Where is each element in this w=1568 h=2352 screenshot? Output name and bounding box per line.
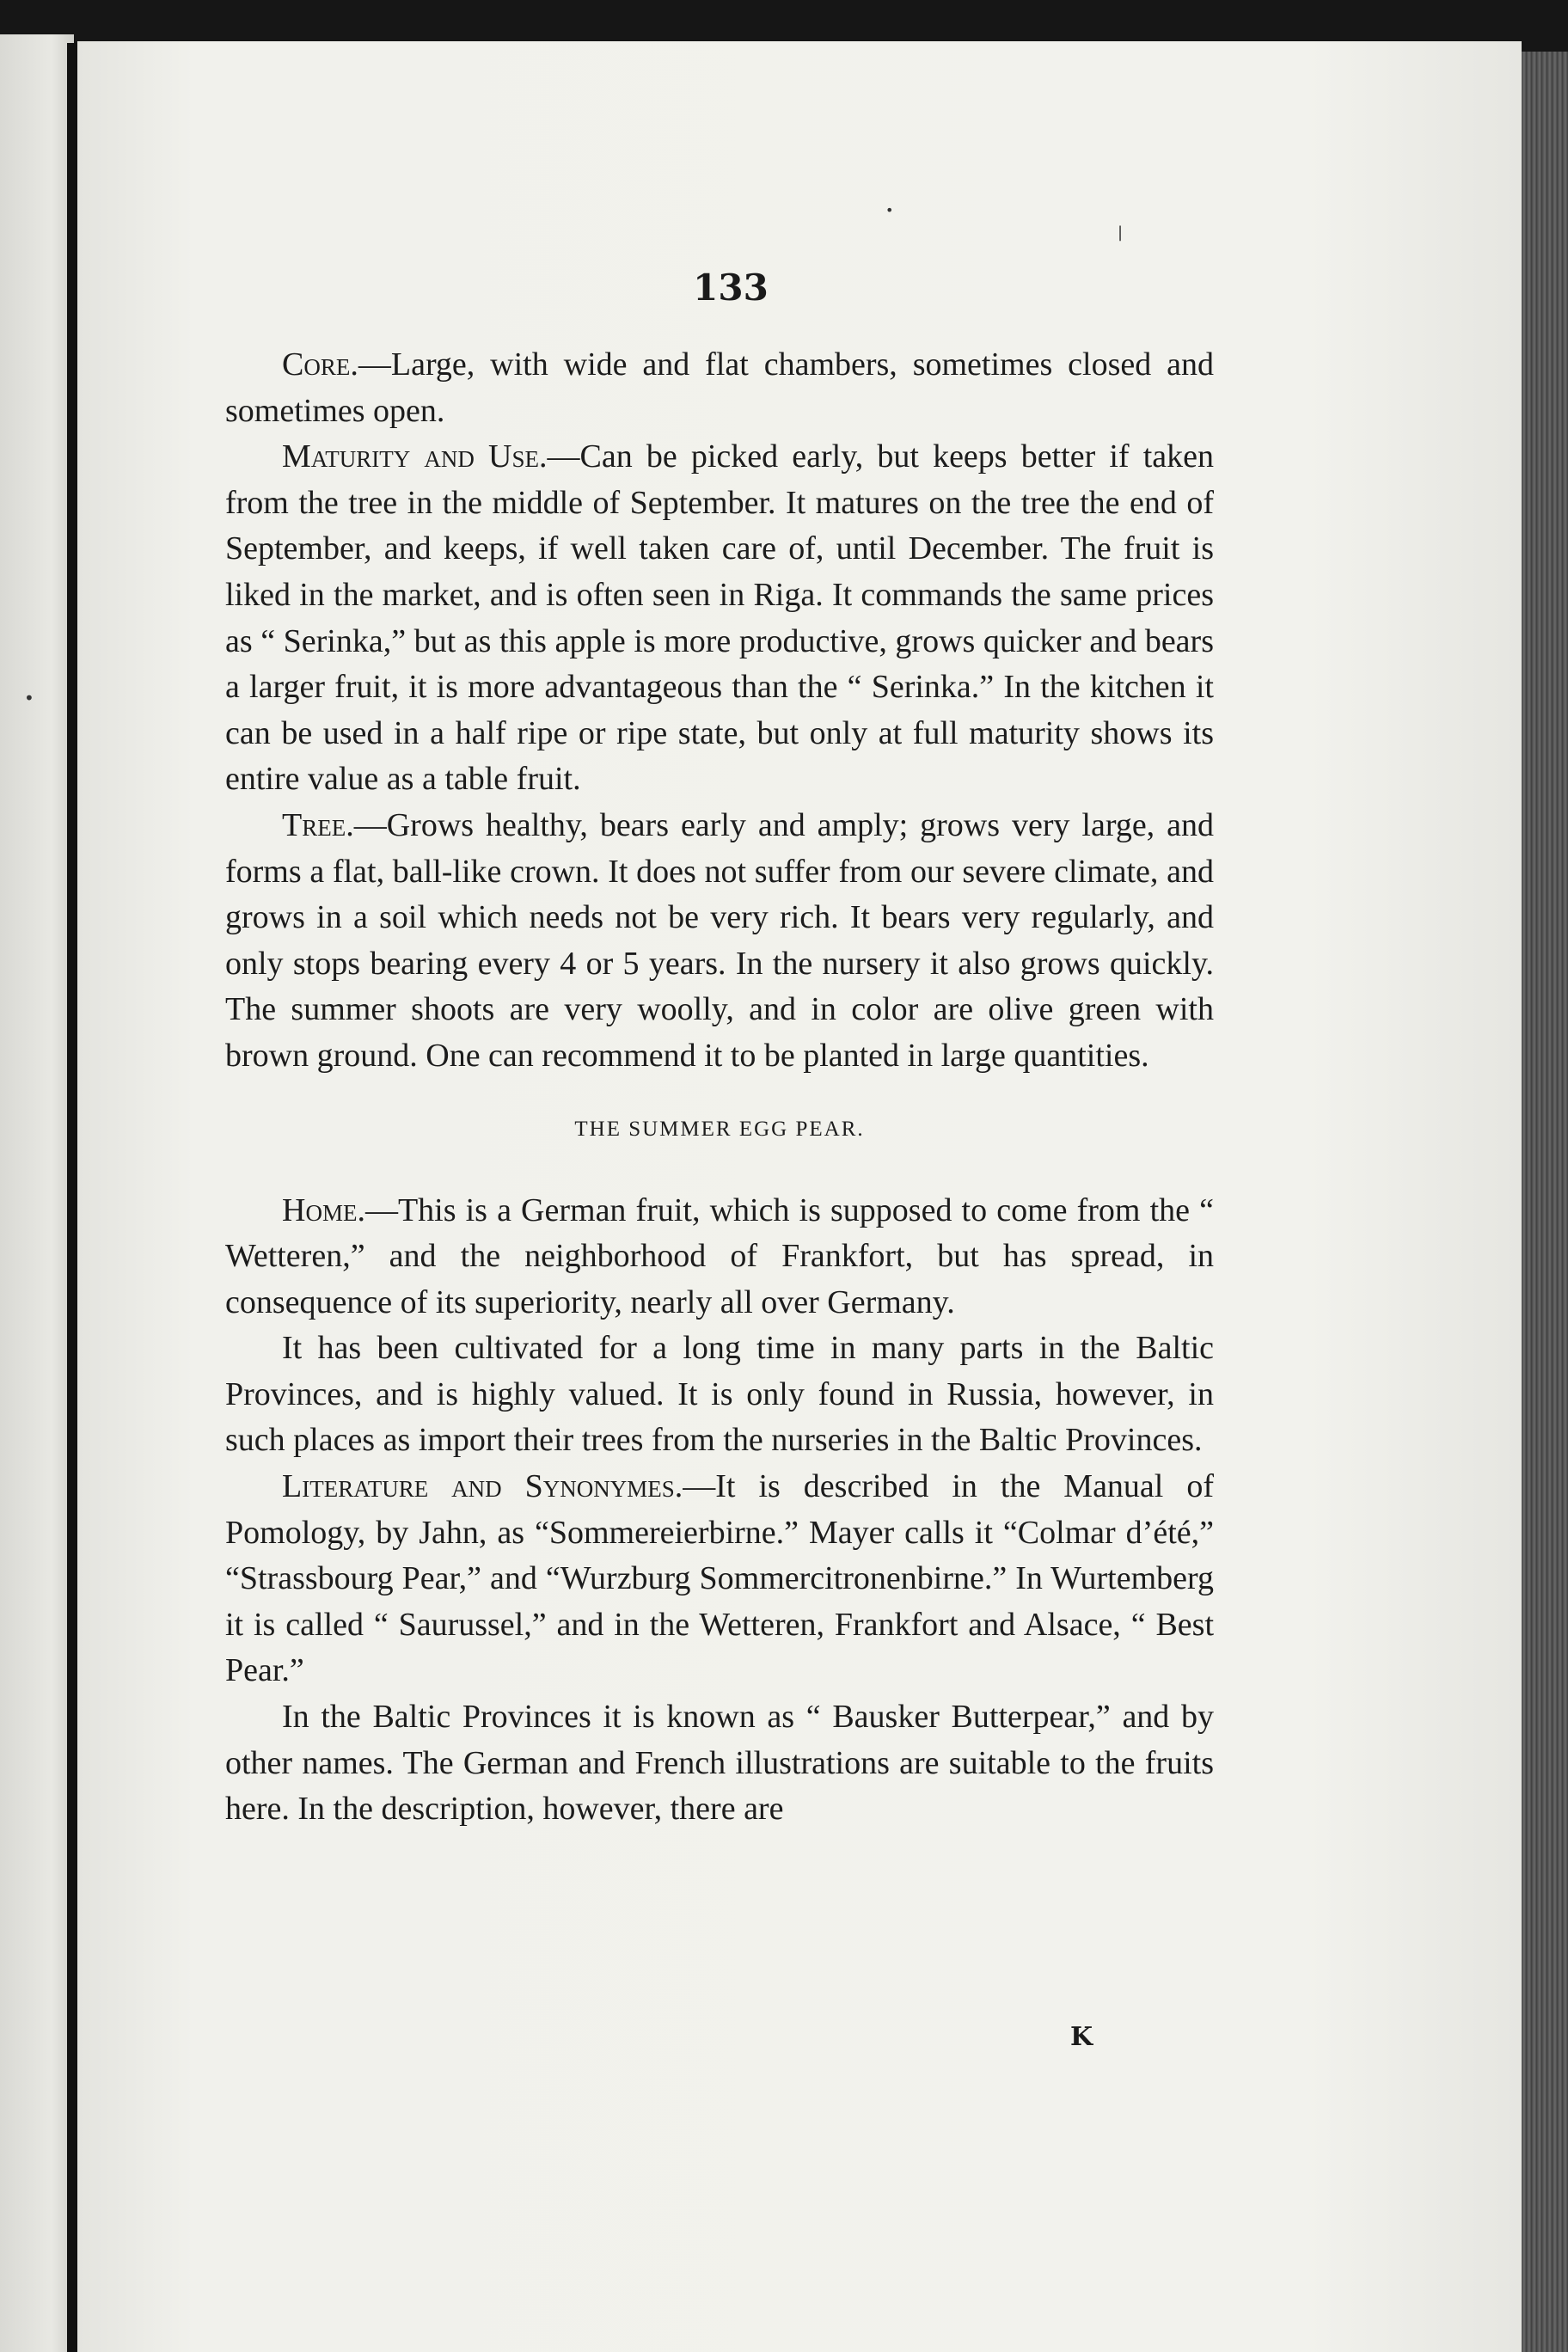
paragraph-home [225,1188,1214,1326]
paragraph-literature [225,1464,1214,1694]
paragraph-text: It has been cultivated for a long time in many parts in the Baltic Provinces, and is highly valued. It is only found in Russia, however, in such places as import their trees from the nurseries in the Baltic Provinces. [225,1330,1214,1459]
page-body [225,342,1214,1833]
section-title: THE SUMMER EGG PEAR. [574,1117,865,1141]
paragraph-text: —This is a German fruit, which is supposed to come from the “ Wetteren,” and the neighborhood of Frankfort, but has spread, in consequence of its superiority, nearly all over Germany. [225,1191,1214,1320]
paragraph-text: —Can be picked early, but keeps better if taken from the tree in the middle of September. It matures on the tree the end of September, and keeps, if well taken care of, until December. The fruit is liked in the market, and is often seen in Riga. It commands the same prices as “ Serinka,” but as this apple is more productive, grows quicker and bears a larger fruit, it is more advantageous than the “ Serinka.” In the kitchen it can be used in a half ripe or ripe state, but only at full maturity shows its entire value as a table fruit. [225,438,1214,798]
paragraph-lead: Core. [282,346,358,383]
paragraph-core [225,342,1214,434]
paragraph-cultivation [225,1326,1214,1464]
margin-tick: | [1118,224,1124,242]
page-stack-edge [1522,52,1568,2352]
margin-speck: • [885,202,894,218]
paragraph-maturity [225,434,1214,803]
paragraph-text: —Large, with wide and flat chambers, sometimes closed and sometimes open. [225,346,1214,429]
paragraph-text: In the Baltic Provinces it is known as “ Bausker Butterpear,” and by other names. The German and French illustrations are suitable to the fruits here. In the description, however, there are [225,1699,1214,1828]
paragraph-lead: Home. [282,1191,365,1228]
paragraph-lead: Literature and Synonymes. [282,1468,683,1505]
paragraph-text: —Grows healthy, bears early and amply; grows very large, and forms a flat, ball-like crown. It does not suffer from our severe climate, and grows in a soil which needs not be very rich. It bears very regularly, and only stops bearing every 4 or 5 years. In the nursery it also grows quickly. The summer shoots are very woolly, and in color are olive green with brown ground. One can recommend it to be planted in large quantities. [225,806,1214,1074]
facing-page-edge [0,34,74,2352]
paragraph-lead: Tree. [282,806,354,843]
margin-speck: • [24,688,34,708]
paragraph-baltic-names [225,1694,1214,1833]
paragraph-tree [225,803,1214,1080]
paragraph-text: —It is described in the Manual of Pomology, by Jahn, as “Sommereierbirne.” Mayer calls it “Colmar d’été,” “Strassbourg Pear,” and “Wurzburg Sommercitronenbirne.” In Wurtemberg it is called “ Saurussel,” and in the Wetteren, Frankfort and Alsace, “ Best Pear.” [225,1468,1214,1689]
paragraph-lead: Maturity and Use. [282,438,548,475]
signature-mark: K [1070,2022,1093,2052]
page-number: 133 [693,266,769,309]
